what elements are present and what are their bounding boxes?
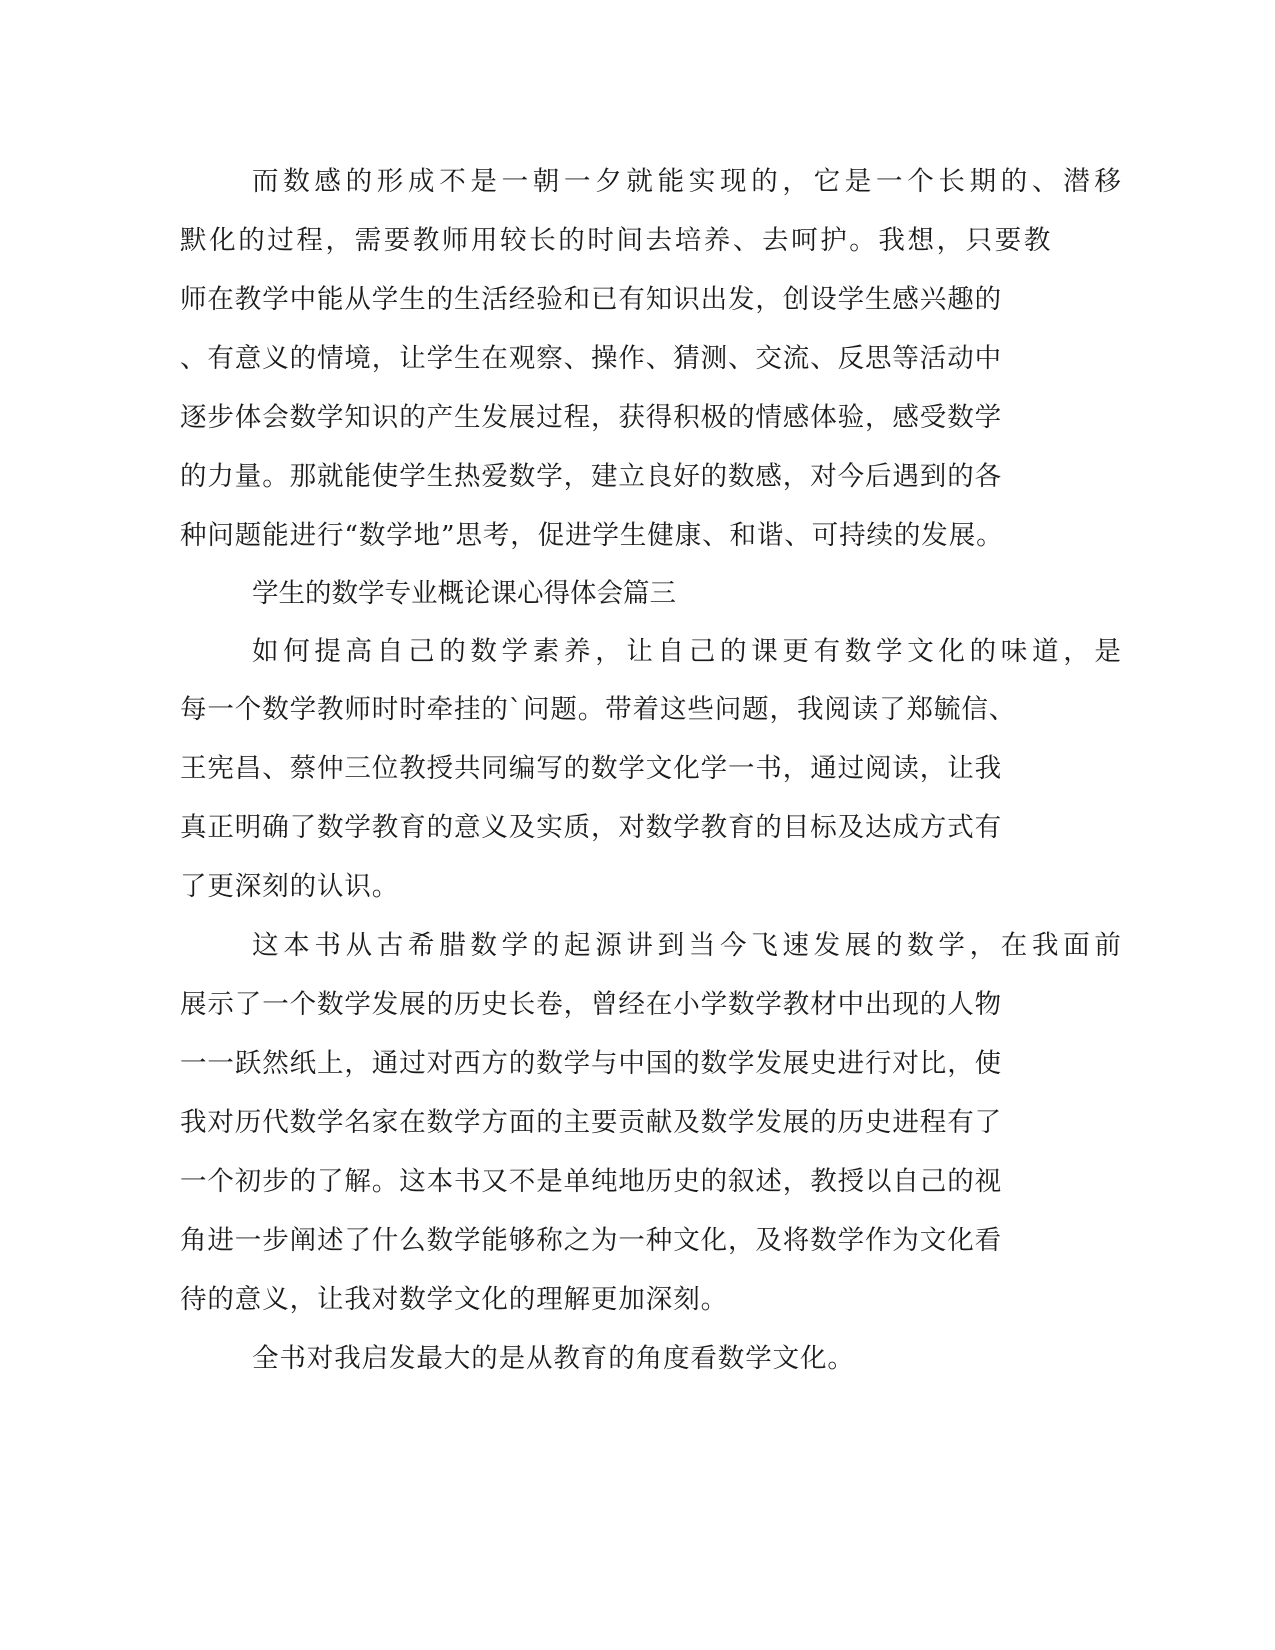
section-heading: 学生的数学专业概论课心得体会篇三 — [252, 578, 676, 609]
paragraph-line: 展示了一个数学发展的历史长卷，曾经在小学数学教材中出现的人物 — [180, 989, 1002, 1020]
paragraph-line: 的力量。那就能使学生热爱数学，建立良好的数感，对今后遇到的各 — [180, 461, 1002, 492]
paragraph-line: 了更深刻的认识。 — [180, 871, 400, 902]
paragraph-line: 而数感的形成不是一朝一夕就能实现的，它是一个长期的、潜移 — [252, 166, 1126, 197]
paragraph-line: 种问题能进行“数学地”思考，促进学生健康、和谐、可持续的发展。 — [180, 520, 1004, 551]
paragraph-line: 这本书从古希腊数学的起源讲到当今飞速发展的数学，在我面前 — [252, 930, 1126, 961]
paragraph-line: 王宪昌、蔡仲三位教授共同编写的数学文化学一书，通过阅读，让我 — [180, 753, 1002, 784]
paragraph-line: 全书对我启发最大的是从教育的角度看数学文化。 — [252, 1343, 855, 1374]
paragraph-line: 一个初步的了解。这本书又不是单纯地历史的叙述，教授以自己的视 — [180, 1166, 1002, 1197]
paragraph-line: 师在教学中能从学生的生活经验和已有知识出发，创设学生感兴趣的 — [180, 284, 1002, 315]
paragraph-line: 每一个数学教师时时牵挂的`问题。带着这些问题，我阅读了郑毓信、 — [180, 694, 1017, 725]
paragraph-line: 逐步体会数学知识的产生发展过程，获得积极的情感体验，感受数学 — [180, 402, 1002, 433]
paragraph-line: 一一跃然纸上，通过对西方的数学与中国的数学发展史进行对比，使 — [180, 1048, 1002, 1079]
paragraph-line: 如何提高自己的数学素养，让自己的课更有数学文化的味道，是 — [252, 636, 1126, 667]
paragraph-line: 默化的过程，需要教师用较长的时间去培养、去呵护。我想，只要教 — [180, 225, 1053, 256]
paragraph-line: 真正明确了数学教育的意义及实质，对数学教育的目标及达成方式有 — [180, 812, 1002, 843]
paragraph-line: 待的意义，让我对数学文化的理解更加深刻。 — [180, 1284, 728, 1315]
paragraph-line: 角进一步阐述了什么数学能够称之为一种文化，及将数学作为文化看 — [180, 1225, 1002, 1256]
paragraph-line: 、有意义的情境，让学生在观察、操作、猜测、交流、反思等活动中 — [180, 343, 1002, 374]
paragraph-line: 我对历代数学名家在数学方面的主要贡献及数学发展的历史进程有了 — [180, 1107, 1002, 1138]
